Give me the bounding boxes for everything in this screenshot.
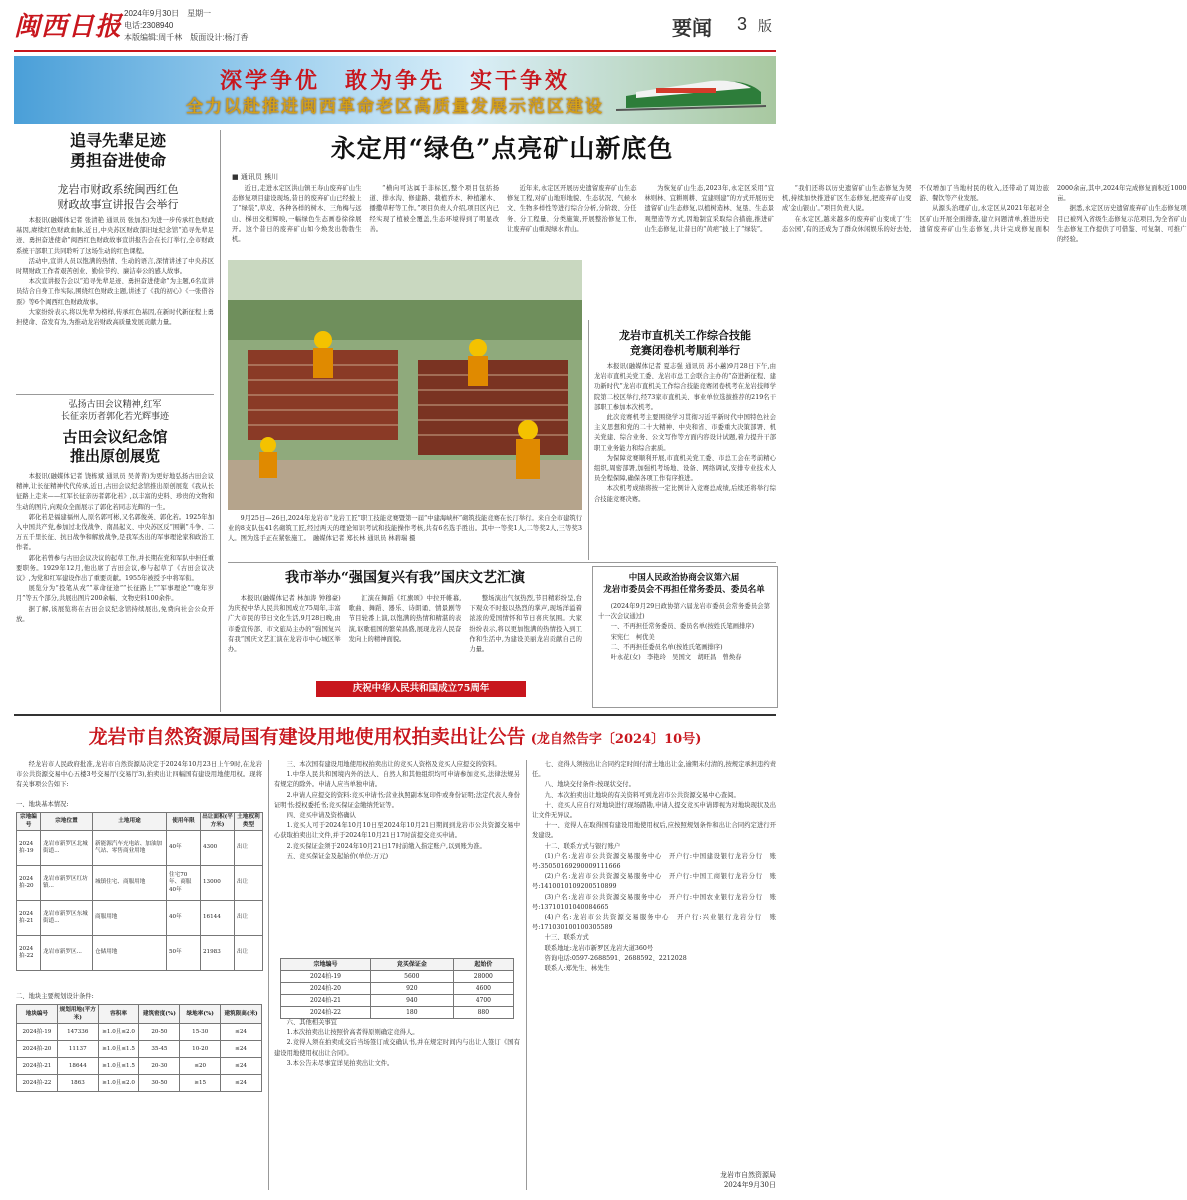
table-cell: ≥1.0且≤2.0 (98, 1024, 139, 1041)
table-header-cell: 容积率 (98, 1005, 139, 1024)
caption-text: 一、地块基本情况: (16, 801, 69, 808)
table-cell: 2024拍-21 (17, 1058, 58, 1075)
masthead-phone: 电话:2308940 (124, 21, 174, 30)
notice-col3-body (532, 760, 776, 1166)
table-cell: 出让 (235, 866, 263, 901)
table-row (17, 866, 263, 901)
caption-text: 二、地块主要规划设计条件: (16, 993, 94, 1000)
paragraph: 郭化若曾参与古田会议决议的起草工作,并长期在党和军队中担任重要职务。1929年12月,他出席了古田会议,参与起草了《古田会议决议》,为党和红军建设作出了重要贡献。1955年被授予中将军衔。 (16, 554, 214, 583)
table-cell: 2024拍-19 (17, 831, 41, 866)
table-row (17, 1041, 262, 1058)
page-suffix: 版 (758, 18, 772, 34)
gutian-article-title (16, 428, 214, 466)
skills-title-line2: 竞赛闭卷机考顺利举行 (630, 344, 740, 357)
table-row (281, 995, 514, 1007)
paragraph: 据了解,该展览将在古田会议纪念馆持续展出,免费向社会公众开放。 (16, 605, 214, 623)
table-cell: 龙岩市新罗区北城街道... (41, 831, 93, 866)
skills-article-title (594, 328, 776, 358)
table-cell: ≥1.0且≤1.5 (98, 1058, 139, 1075)
table-header-cell: 使用年限 (167, 813, 201, 831)
masthead-info (124, 8, 248, 44)
cppcc-title-line1: 中国人民政治协商会议第六届 (628, 573, 740, 583)
finance-title-line2: 勇担奋进使命 (69, 151, 166, 170)
paragraph: “横向可达属于非标区,整个项目包括扬道、排水沟、修建路、栽植乔木、种植灌木、播撒草籽等工作。”项目负责人介绍,项目区内已经实现了植被全覆盖,生态环境得到了明显改善。 (369, 185, 499, 233)
notice-number: (龙自然告字〔2024〕10号) (530, 732, 702, 747)
gutian-pretitle (16, 399, 214, 423)
paragraph: 展览分为“投笔从戎”“革命征途”“长征路上”“军事理论”“晚年岁月”等五个部分,共展出图片200余幅、文物史料100余件。 (16, 585, 214, 603)
section-rule (14, 714, 776, 716)
table-row (17, 901, 263, 936)
table-row (281, 971, 514, 983)
table-header-cell: 建筑限高(米) (221, 1005, 262, 1024)
column-rule (526, 760, 527, 1190)
masthead-date: 2024年9月30日 星期一 (124, 9, 212, 18)
notice-issuer: 龙岩市自然资源局 (720, 1171, 776, 1179)
paragraph: 3.本公告未尽事宜详见拍卖出让文件。 (286, 1059, 394, 1067)
table-cell: 4700 (453, 995, 513, 1007)
table-cell: 21983 (201, 936, 235, 971)
table-cell: 出让 (235, 831, 263, 866)
paragraph: 大家纷纷表示,将以先辈为榜样,传承红色基因,在新时代新征程上勇担使命、奋发有为,为推动龙岩财政高质量发展贡献力量。 (16, 308, 214, 327)
table-header-cell: 绿地率(%) (180, 1005, 221, 1024)
table-cell: 10-20 (180, 1041, 221, 1058)
finance-title-line1: 追寻先辈足迹 (69, 131, 166, 150)
paragraph: 十二、联系方式与银行账户 (544, 842, 621, 850)
cppcc-names: 宋宪仁 柯优美 (610, 633, 655, 641)
table-cell: 2024拍-21 (281, 995, 371, 1007)
gutian-title-line2: 推出原创展览 (69, 447, 160, 465)
table-header-row (17, 1005, 262, 1024)
table-cell: 2024拍-20 (17, 1041, 58, 1058)
cppcc-names: 叶永花(女) 李艳玲 吴国文 胡旺昌 曾焕春 (610, 654, 742, 662)
table-cell: 2024拍-22 (281, 1007, 371, 1019)
anniversary-tag: 庆祝中华人民共和国成立75周年 (316, 681, 526, 697)
table-cell: 出让 (235, 901, 263, 936)
divider (228, 562, 776, 563)
mining-byline: ■ 通讯员 熊川 (232, 173, 279, 181)
table-cell: 2024拍-19 (281, 971, 371, 983)
table-cell: 2024拍-19 (17, 1024, 58, 1041)
table-cell: 940 (370, 995, 453, 1007)
table-header-cell: 宗地位置 (41, 813, 93, 831)
table-row (17, 831, 263, 866)
table-cell: 147336 (57, 1024, 98, 1041)
table-cell: ≤20 (180, 1058, 221, 1075)
divider (16, 394, 214, 395)
paragraph: 从源头治理矿山,永定区从2021年起对全区矿山开展全面排查,建立问题清单,推进历史遗留废弃矿山生态修复,共计完成修复面积2000余亩,其中,2024年完成修复面积近1000亩。 (919, 185, 1187, 233)
table-cell: 城镇住宅、商服用地 (93, 866, 167, 901)
paragraph: (3)户名:龙岩市公共资源交易服务中心 开户行:中国农业银行龙岩分行 账号:13710101040084665 (532, 893, 776, 911)
paragraph: 2.竞买保证金须于2024年10月21日17时前缴入指定账户,以到账为准。 (286, 842, 486, 850)
table-row (17, 1075, 262, 1092)
table-cell: 1863 (57, 1075, 98, 1092)
table-header-cell: 建筑密度(%) (139, 1005, 180, 1024)
paragraph: 十、竞买人应自行对地块进行现场踏勘,申请人提交竞买申请即视为对地块现状及出让文件无异议。 (532, 801, 776, 820)
table-row (17, 1024, 262, 1041)
paragraph: 本报讯(融媒体记者 林加涛 钟穆豪)为庆祝中华人民共和国成立75周年,丰富广大市民的节日文化生活,9月28日晚,由市委宣传部、市文旅局主办的“强国复兴有我”国庆文艺汇演在龙岩市中心城区举办。 (228, 595, 341, 654)
table-header-cell: 出让面积(平方米) (201, 813, 235, 831)
table-cell: 2024拍-21 (17, 901, 41, 936)
paragraph: 咨询电话:0597-2688591、2688592、2212028 (544, 954, 687, 962)
column-rule (268, 760, 269, 1190)
table-cell: 2024拍-20 (17, 866, 41, 901)
notice-signature (532, 1170, 776, 1190)
table-cell: 龙岩市新罗区... (41, 936, 93, 971)
table-row (281, 983, 514, 995)
table-cell: ≥1.0且≤1.5 (98, 1041, 139, 1058)
paragraph: 近日,走进永定区洪山镇王寿山废弃矿山生态修复项目建设现场,昔日的废弃矿山已经披上了“绿装”,草皮、各种各样的树木、三角梅与远山、梯田交相辉映,一幅绿色生态画卷徐徐展开。这个昔日的废弃矿山如今焕发出勃勃生机。 (232, 185, 362, 244)
table-row (17, 936, 263, 971)
finance-article-body (16, 216, 214, 386)
table-cell: 新能源汽车充电站、加油加气站、零售商业用地 (93, 831, 167, 866)
table-cell: 30-50 (139, 1075, 180, 1092)
paragraph: 本报讯(融媒体记者 夏志强 通讯员 苏小蕙)9月28日下午,由龙岩市直机关党工委、龙岩市总工会联合主办的“奋进新征程、建功新时代”龙岩市直机关工作综合技能竞赛闭卷机考在龙岩技师学院第二校区举行,经73家市直机关、事业单位选拔推荐的219名干部职工参加本次机考。 (594, 363, 776, 411)
page-number: 3 (737, 14, 748, 34)
paragraph: 十一、竞得人在取得国有建设用地使用权后,应按照规划条件和出让合同约定进行开发建设。 (532, 822, 776, 840)
section-name: 要闻 (672, 18, 712, 40)
table-cell: 180 (370, 1007, 453, 1019)
notice-col2-body (274, 760, 520, 954)
table-header-cell: 土地用途 (93, 813, 167, 831)
table-cell: 20-30 (139, 1058, 180, 1075)
masthead-staff: 本版编辑:周千林 版面设计:杨汀香 (124, 33, 249, 42)
mining-article-body (232, 184, 1187, 254)
table-cell: 龙岩市新罗区红坊镇... (41, 866, 93, 901)
table-row (17, 1058, 262, 1075)
cppcc-section: 二、不再担任委员名单(按姓氏笔画排序) (610, 643, 723, 651)
paragraph: 在永定区,越来越多的废弃矿山变成了‘生态公园’,有的还成为了群众休闲娱乐的好去处,不仅增加了当地村民的收入,还带动了周边旅游、餐饮等产业发展。 (782, 185, 1049, 233)
planning-conditions-table (16, 1004, 262, 1092)
banner-slogan: 深学争优 敢为争先 实干争效 (219, 68, 570, 94)
table-cell: 16144 (201, 901, 235, 936)
table-cell: ≤24 (221, 1041, 262, 1058)
cppcc-section: 一、不再担任常务委员、委员名单(按姓氏笔画排序) (610, 623, 755, 631)
paragraph: 联系人:郑先生、林先生 (544, 965, 610, 973)
table-cell: 50年 (167, 936, 201, 971)
paragraph: 1.本次拍卖出让按照价高者得原则确定竞得人。 (286, 1029, 419, 1037)
gutian-pretitle-line1: 弘扬古田会议精神,红军 (68, 400, 162, 410)
paragraph: 为恢复矿山生态,2023年,永定区采用“宜林则林、宜耕则耕、宜建则建”的方式开展历史遗留矿山生态修复,以植树造林、复垦、生态景观塑造等方式,因地制宜采取综合措施,推进矿山生态修复,让昔日的“黄疤”披上了“绿装”。 (644, 185, 774, 233)
mining-article-title: 永定用“绿色”点亮矿山新底色 (330, 134, 674, 163)
bricklaying-competition-photo (228, 260, 582, 510)
table-header-cell: 地块编号 (17, 1005, 58, 1024)
notice-col2-after (274, 1018, 520, 1188)
table-cell: 28000 (453, 971, 513, 983)
caption-text: 9月25日—26日,2024年龙岩市“龙岩工匠”职工技能竞赛暨第一届“中建海峡杯”砌筑技能竞赛在长汀举行。来自全市建筑行业的8支队伍41名砌筑工匠,经过两天的理论知识考试和技能操作考核,共有6名选手胜出。其中一等奖1人,二等奖2人,三等奖3人。图为选手正在紧张施工。 融媒体记者 郑长林 通讯员 林碧瑞 摄 (228, 515, 582, 542)
paragraph: 四、竞买申请及资格确认 (286, 812, 356, 820)
table-cell: 13000 (201, 866, 235, 901)
newspaper-logo: 闽西日报 (14, 12, 123, 42)
paragraph: 此次竞赛机考主要围绕学习贯彻习近平新时代中国特色社会主义思想和党的二十大精神、中央和省、市委重大决策部署、机关党建、综合业务、公文写作等方面内容设计试题,着力提升干部职工业务能力和综合素质。 (594, 414, 776, 452)
paragraph: 本报讯(融媒体记者 饶栋斌 通讯员 吴菁菁)为更好地弘扬古田会议精神,让长征精神代代传承,近日,古田会议纪念馆推出原创展览《我从长征路上走来——红军长征亲历者郭化若》,以丰富的史料、珍贵的文物和生动的图片,向观众全面展示了郭化若同志光辉的一生。 (16, 473, 214, 511)
land-parcel-table (16, 812, 263, 971)
festival-article-title: 我市举办“强国复兴有我”国庆文艺汇演 (284, 570, 526, 586)
table-cell: 2024拍-20 (281, 983, 371, 995)
notice-heading (14, 722, 776, 758)
paragraph: 2.申请人应提交的资料:竞买申请书;营业执照副本复印件或身份证明;法定代表人身份证明书;授权委托书;竞买保证金缴纳凭证等。 (274, 791, 520, 809)
table-cell: 4600 (453, 983, 513, 995)
table-cell: 龙岩市新罗区东城街道... (41, 901, 93, 936)
paragraph: 经龙岩市人民政府批准,龙岩市自然资源局决定于2024年10月23日上午9时,在龙岩市公共资源交易中心五楼3号交易厅(交易厅3),拍卖出让四幅国有建设用地使用权。现将有关事项公告如下: (16, 761, 262, 789)
table-header-row (17, 813, 263, 831)
cppcc-title-line2: 龙岩市委员会不再担任常务委员、委员名单 (603, 585, 765, 595)
table-cell: 11137 (57, 1041, 98, 1058)
paragraph: 活动中,宣讲人员以饱满的热情、生动的语言,深情讲述了中央苏区时期财政工作者艰苦创业、勤俭节约、廉洁奉公的感人故事。 (16, 257, 214, 276)
paragraph: 十三、联系方式 (544, 934, 589, 942)
table-cell: 40年 (167, 831, 201, 866)
table-cell: ≤24 (221, 1075, 262, 1092)
table-cell: 仓储用地 (93, 936, 167, 971)
table-cell: 920 (370, 983, 453, 995)
paragraph: 七、竞得人须按出让合同约定时间付清土地出让金,逾期未付清的,按规定承担违约责任。 (532, 761, 776, 779)
table-cell: 出让 (235, 936, 263, 971)
table-cell: 住宅70年、商服40年 (167, 866, 201, 901)
finance-article-subtitle (28, 182, 208, 212)
table2-caption (16, 992, 262, 1003)
table-cell: 4300 (201, 831, 235, 866)
finance-subtitle-line1: 龙岩市财政系统闽西红色 (57, 183, 179, 196)
paragraph: 本次宣讲报告会以“追寻先辈足迹、勇担奋进使命”为主题,6名宣讲员结合自身工作实际,围绕红色财政主题,讲述了《我的初心》《一张借谷票》等6个闽西红色财政故事。 (16, 278, 214, 306)
column-rule (220, 130, 221, 712)
skills-article-body (594, 362, 776, 558)
paragraph: 2.竞得人须在拍卖成交后当场签订成交确认书,并在规定时间内与出让人签订《国有建设用地使用权出让合同》。 (274, 1039, 520, 1057)
table-header-row (281, 959, 514, 971)
paragraph: 三、本次国有建设用地使用权拍卖出让的竞买人资格及竞买人应提交的资料。 (286, 761, 501, 768)
table-cell: 40年 (167, 901, 201, 936)
table-cell: 20-50 (139, 1024, 180, 1041)
festival-article-body (228, 594, 582, 678)
photo-caption (228, 514, 582, 556)
banner-subtitle: 全力以赴推进闽西革命老区高质量发展示范区建设 (186, 97, 604, 117)
paragraph: 本报讯(融媒体记者 张清艳 通讯员 张加杰)为进一步传承红色财政基因,赓续红色财政血脉,近日,中央苏区财政部旧址纪念馆“追寻先辈足迹、勇担奋进使命”闽西红色财政故事宣讲报告会在长汀举行,全市财政系统干部职工共同聆听了这场生动的红色课程。 (16, 217, 214, 255)
paragraph: 八、地块交付条件:按现状交付。 (544, 781, 635, 789)
table-cell: 880 (453, 1007, 513, 1019)
table-cell: ≥15 (180, 1075, 221, 1092)
table-cell: 35-45 (139, 1041, 180, 1058)
table-header-cell: 规划用地(平方米) (57, 1005, 98, 1024)
table-cell: 18644 (57, 1058, 98, 1075)
table-cell: 15-30 (180, 1024, 221, 1041)
table-cell: ≤24 (221, 1058, 262, 1075)
table-cell: ≤24 (221, 1024, 262, 1041)
table-header-cell: 宗地编号 (281, 959, 371, 971)
cppcc-body (598, 602, 770, 702)
table-cell: 2024拍-22 (17, 936, 41, 971)
paragraph: (4)户名:龙岩市公共资源交易服务中心 开户行:兴业银行龙岩分行 账号:171030100100305589 (532, 914, 776, 932)
finance-subtitle-line2: 财政故事宣讲报告会举行 (57, 198, 179, 211)
paragraph: (1)户名:龙岩市公共资源交易服务中心 开户行:中国建设银行龙岩分行 账号:35050169290009111666 (532, 852, 776, 871)
paragraph: 据悉,永定区历史遗留废弃矿山生态修复项目已被列入省级生态修复示范项目,为全省矿山生态修复工作提供了可借鉴、可复制、可推广的经验。 (1057, 205, 1187, 244)
paragraph: (2)户名:龙岩市公共资源交易服务中心 开户行:中国工商银行龙岩分行 账号:1410010109200510899 (532, 873, 776, 891)
paragraph: 1.中华人民共和国境内外的法人、自然人和其他组织均可申请参加竞买,法律法规另有规定的除外。申请人应当单独申请。 (274, 771, 520, 789)
paragraph: 郭化若是福建福州人,原名郭可彬,又名郭俊英、郭化若。1925年加入中国共产党,参加过北伐战争、南昌起义、中央苏区反“围剿”斗争、二万五千里长征、抗日战争和解放战争,是我军杰出的军事理论家和政治工作者。 (16, 513, 214, 552)
paragraph: 九、本次拍卖出让地块的有关资料可到龙岩市公共资源交易中心查阅。 (544, 791, 740, 799)
table-cell: 2024拍-22 (17, 1075, 58, 1092)
paragraph: 1.竞买人可于2024年10月10日至2024年10月21日期间到龙岩市公共资源交易中心获取拍卖出让文件,并于2024年10月21日17时前提交竞买申请。 (274, 822, 520, 840)
gutian-title-line1: 古田会议纪念馆 (62, 428, 168, 446)
table-header-cell: 宗地编号 (17, 813, 41, 831)
finance-article-title (28, 131, 208, 171)
paragraph: 整场演出气氛热烈,节目精彩纷呈,台下观众不时报以热烈的掌声,现场洋溢着浓浓的爱国情怀和节日喜庆氛围。大家纷纷表示,将以更加饱满的热情投入到工作和生活中,为建设美丽龙岩贡献自己的力量。 (469, 595, 582, 654)
paragraph: “我们还将以历史遗留矿山生态修复为契机,持续加快推进矿区生态修复,把废弃矿山变成‘金山银山’。”项目负责人说。 (782, 185, 912, 213)
deposit-table (280, 958, 514, 1019)
paragraph: 联系地址:龙岩市新罗区龙岩大道360号 (544, 944, 654, 952)
cppcc-title (596, 572, 772, 596)
cppcc-intro: (2024年9月29日政协第六届龙岩市委员会常务委员会第十一次会议通过) (598, 603, 770, 621)
table-header-cell: 起始价 (453, 959, 513, 971)
table-header-cell: 竞买保证金 (370, 959, 453, 971)
paragraph: 五、竞买保证金及起始价(单位:万元) (286, 852, 389, 860)
gutian-article-body (16, 472, 214, 708)
masthead-rule (14, 50, 776, 52)
notice-intro (16, 760, 262, 800)
paragraph: 六、其他相关事宜 (286, 1019, 337, 1026)
paragraph: 近年来,永定区开展历史遗留废弃矿山生态修复工程,对矿山地形地貌、生态状况、气候水文、生物多样性等进行综合分析,分阶段、分任务、分工程量、分类施策,开展整治修复工作,让废弃矿山重现绿水青山。 (507, 185, 637, 233)
paragraph: 汇演在舞蹈《红旗颂》中拉开帷幕,歌曲、舞蹈、器乐、诗朗诵、情景剧等节目轮番上演,以饱满的热情和精湛的表演,讴歌祖国的繁荣昌盛,展现龙岩人民奋发向上的精神面貌。 (348, 595, 462, 643)
notice-title: 龙岩市自然资源局国有建设用地使用权拍卖出让公告 (88, 726, 526, 748)
table1-caption (16, 800, 262, 811)
table-cell: 5600 (370, 971, 453, 983)
theme-banner (14, 56, 776, 124)
table-cell: ≥1.0且≤2.0 (98, 1075, 139, 1092)
paragraph: 为保障竞赛顺利开展,市直机关党工委、市总工会在考前精心组织,周密部署,加强机考场地、设备、网络调试,安排专业技术人员全程保障,确保各项工作有序推进。 (594, 454, 776, 483)
column-rule (588, 320, 589, 560)
gutian-pretitle-line2: 长征亲历者郭化若光辉事迹 (60, 412, 169, 422)
paragraph: 本次机考成绩将按一定比例计入竞赛总成绩,后续还将举行综合技能竞赛决赛。 (594, 485, 776, 503)
notice-date: 2024年9月30日 (723, 1181, 776, 1189)
table-header-cell: 土地权利类型 (235, 813, 263, 831)
table-row (281, 1007, 514, 1019)
table-cell: 商服用地 (93, 901, 167, 936)
skills-title-line1: 龙岩市直机关工作综合技能 (619, 329, 751, 342)
